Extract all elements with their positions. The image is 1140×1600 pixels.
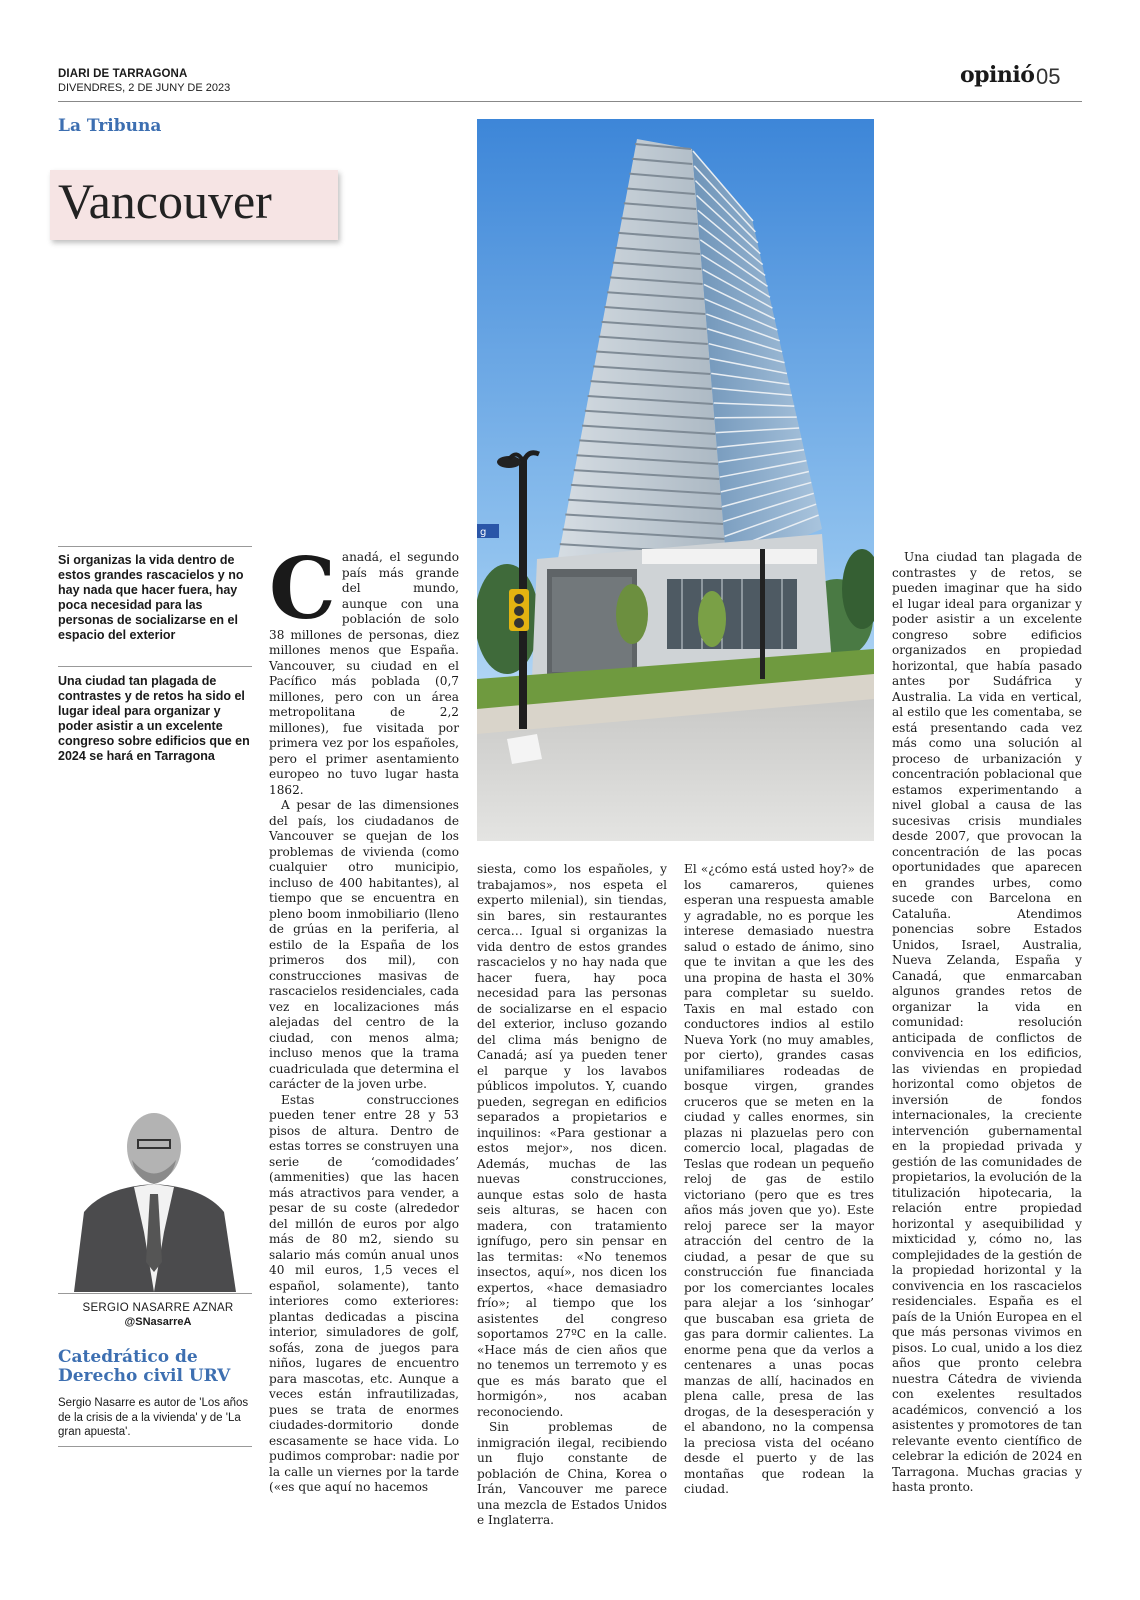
pullquote-rule-middle [58, 666, 252, 667]
bio-rule [58, 1446, 252, 1447]
paragraph: Sin problemas de inmigración ilegal, recibiendo un flujo constante de población de China, Korea o Irán, Vancouver me parece una mezcla de Estados Unidos e Inglaterra. [477, 1420, 667, 1527]
body-column-2 [477, 862, 667, 1529]
pullquote-rule-top [58, 546, 252, 547]
author-name: SERGIO NASARRE AZNAR [82, 1302, 234, 1314]
street-sign-text: g [480, 527, 487, 538]
skyscraper-photo [477, 119, 874, 841]
issue-date: DIVENDRES, 2 DE JUNY DE 2023 [58, 82, 231, 94]
author-bio: Sergio Nasarre es autor de 'Los años de la crisis de a la vivienda' y de 'La gran apuesta'. [58, 1397, 249, 1438]
pullquote-2: Una ciudad tan plagada de contrastes y de retos ha sido el lugar ideal para organizar y poder asistir a un excelente congreso sobre edificios que en 2024 se hará en Tarragona [58, 674, 250, 763]
author-role: Catedrático de Derecho civil URV [58, 1347, 231, 1386]
tower-balcony-line [715, 417, 797, 418]
body-column-3 [684, 862, 874, 1498]
section-name: opinió [960, 62, 1035, 88]
paragraph: anadá, el segundo país más grande del mundo, aunque con una población de solo 38 millones de personas, diez millones menos que España. Vancouver, su ciudad en el Pacífico más poblada (0,7 millones, pero con un área metropolitana de 2,2 millones), fue visitada por primera vez por los españoles, pero el primer asentamiento europeo no tuvo lugar hasta 1862. [269, 550, 459, 797]
author-handle: @SNasarreA [124, 1316, 192, 1328]
paragraph: siesta, como los españoles, y trabajamos», nos espeta el experto milenial), sin tiendas, sin bares, sin restaurantes cerca… Igual si organizas la vida dentro de estos grandes rascacielos y no hay nada que hacer fuera, hay poca necesidad para las personas de socializarse en el espacio del exterior, incluso gozando del clima más benigno de Canadá; así ya pueden tener el parque y los lavabos públicos impolutos. Y, cuando pueden, segregan en edificios separados a propietarios e inquilinos: «Para gestionar a estos mejor», nos dicen. Además, muchas de las nuevas construcciones, aunque estas solo de hasta seis alturas, se hacen con madera, con tratamiento ignífugo, pero sin pensar en las termitas: «No tenemos insectos, aquí», nos dicen los expertos, «hace demasiadro frío»; al tiempo que los asistentes del congreso soportamos 27ºC en la calle. «Hace más de cien años que no tenemos un terremoto y es que es más barato que el hormigón», nos acaban reconociendo. [477, 862, 667, 1419]
paragraph: A pesar de las dimensiones del país, los ciudadanos de Vancouver se quejan de los problemas de vivienda (como cualquier otro municipio, incluso de 400 habitantes), al tiempo que se encuentra en pleno boom inmobiliario (lleno de grúas en la periferia, al estilo de la España de los primeros dos mil), con construcciones masivas de rascacielos residenciales, cada vez en localizaciones más alejadas del centro de la ciudad, con menos alma; incluso menos que la trama cuadriculada que determina el carácter de la joven urbe. [269, 798, 459, 1091]
column-kicker: La Tribuna [58, 116, 162, 136]
page-number: 05 [1036, 64, 1061, 89]
author-portrait [64, 1092, 252, 1292]
header-divider [58, 101, 1082, 102]
body-column-4 [892, 550, 1082, 1496]
paragraph: Estas construcciones pueden tener entre 28 y 53 pisos de altura. Dentro de estas torres se construyen una serie de ‘comodidades’ (ammenities) que las hacen más atractivos para vender, a pesar de su coste (alrededor del millón de euros por algo más de 80 m2, siendo su salario más común anual unos 40 mil euros, 1,5 veces el español, solamente), tanto interiores como exteriores: plantas dedicadas a piscina interior, simuladores de golf, sofás, zona de juegos para niños, lugares de encuentro para mascotas, etc. Aunque a veces están infrautilizadas, pues se trata de enormes ciudades-dormitorio donde escasamente se hace vida. Lo pudimos comprobar: nadie por la calle un viernes por la tarde («es que aquí no hacemos [269, 1092, 459, 1494]
pullquote-1: Si organizas la vida dentro de estos grandes rascacielos y no hay nada que hacer fuera, hay poca necesidad para las personas de socializarse en el espacio del exterior [58, 553, 244, 642]
article-title: Vancouver [58, 173, 272, 229]
author-rule [58, 1293, 252, 1294]
body-column-1 [269, 539, 459, 1496]
drop-cap: C [269, 539, 336, 638]
paragraph: Una ciudad tan plagada de contrastes y de retos, se pueden imaginar que ha sido el lugar ideal para organizar y poder asistir a un excelente congreso sobre edificios organizados en propiedad horizontal, que había pasado antes por Sudáfrica y Australia. La vida en vertical, al estilo que les comentaba, se está presentando cada vez más como una solución al proceso de urbanización y concentración poblacional que estamos experimentando a nivel global a causa de las sucesivas crisis mundiales desde 2007, que provocan la concentración de las pocas oportunidades que aparecen en grandes urbes, como sucede con Barcelona en Cataluña. Atendimos ponencias sobre Estados Unidos, Israel, Australia, Nueva Zelanda, España y Canadá, que enmarcaban algunos grandes retos de organizar la vida en comunidad: resolución anticipada de conflictos de convivencia en los edificios, las viviendas en propiedad horizontal como objetos de inversión de fondos internacionales, la creciente intervención gubernamental en la propiedad privada y gestión de las comunidades de propietarios, la evolución de la titulización hipotecaria, la relación entre propiedad horizontal y asequibilidad y mixticidad y, cómo no, las complejidades de la gestión de la propiedad horizontal y la convivencia en los rascacielos residenciales. España es el país de la Unión Europea en el que más personas vivimos en pisos. Lo cual, unido a los diez años que pronto celebra nuestra Cátedra de vivienda con exelentes resultados académicos, convenció a los asistentes y promotores de tan relevante evento científico de celebrar la edición de 2024 en Tarragona. Muchas gracias y hasta pronto. [892, 550, 1082, 1494]
paragraph: El «¿cómo está usted hoy?» de los camareros, quienes esperan una respuesta amable y agradable, no es porque les interese demasiado nuestra salud o estado de ánimo, sino que te invitan a que les des una propina de hasta el 30% para completar su sueldo. Taxis en mal estado con conductores indios al estilo Nueva York (no muy amables, por cierto), grandes casas unifamiliares rodeadas de bosque virgen, grandes cruceros que se meten en la ciudad y calles enormes, sin plazas ni plazuelas pero con comercio local, plagadas de Teslas que rodean un pequeño reloj de gas de estilo victoriano (pero que es tres años más joven que yo). Este reloj parece ser la mayor atracción del centro de la ciudad, a pesar de que su construcción fue financiada por los comerciantes locales para alejar a los ‘sinhogar’ que buscaban esa grieta de gas para dormir calientes. La enorme pena que da verlos a centenares a unas pocas manzas de allí, hacinados en plena calle, presa de las drogas, de la desesperación y el abandono, no la compensa la preciosa vista del océano desde el puerto y de las montañas que rodean la ciudad. [684, 862, 874, 1496]
newspaper-name: DIARI DE TARRAGONA [58, 68, 188, 80]
